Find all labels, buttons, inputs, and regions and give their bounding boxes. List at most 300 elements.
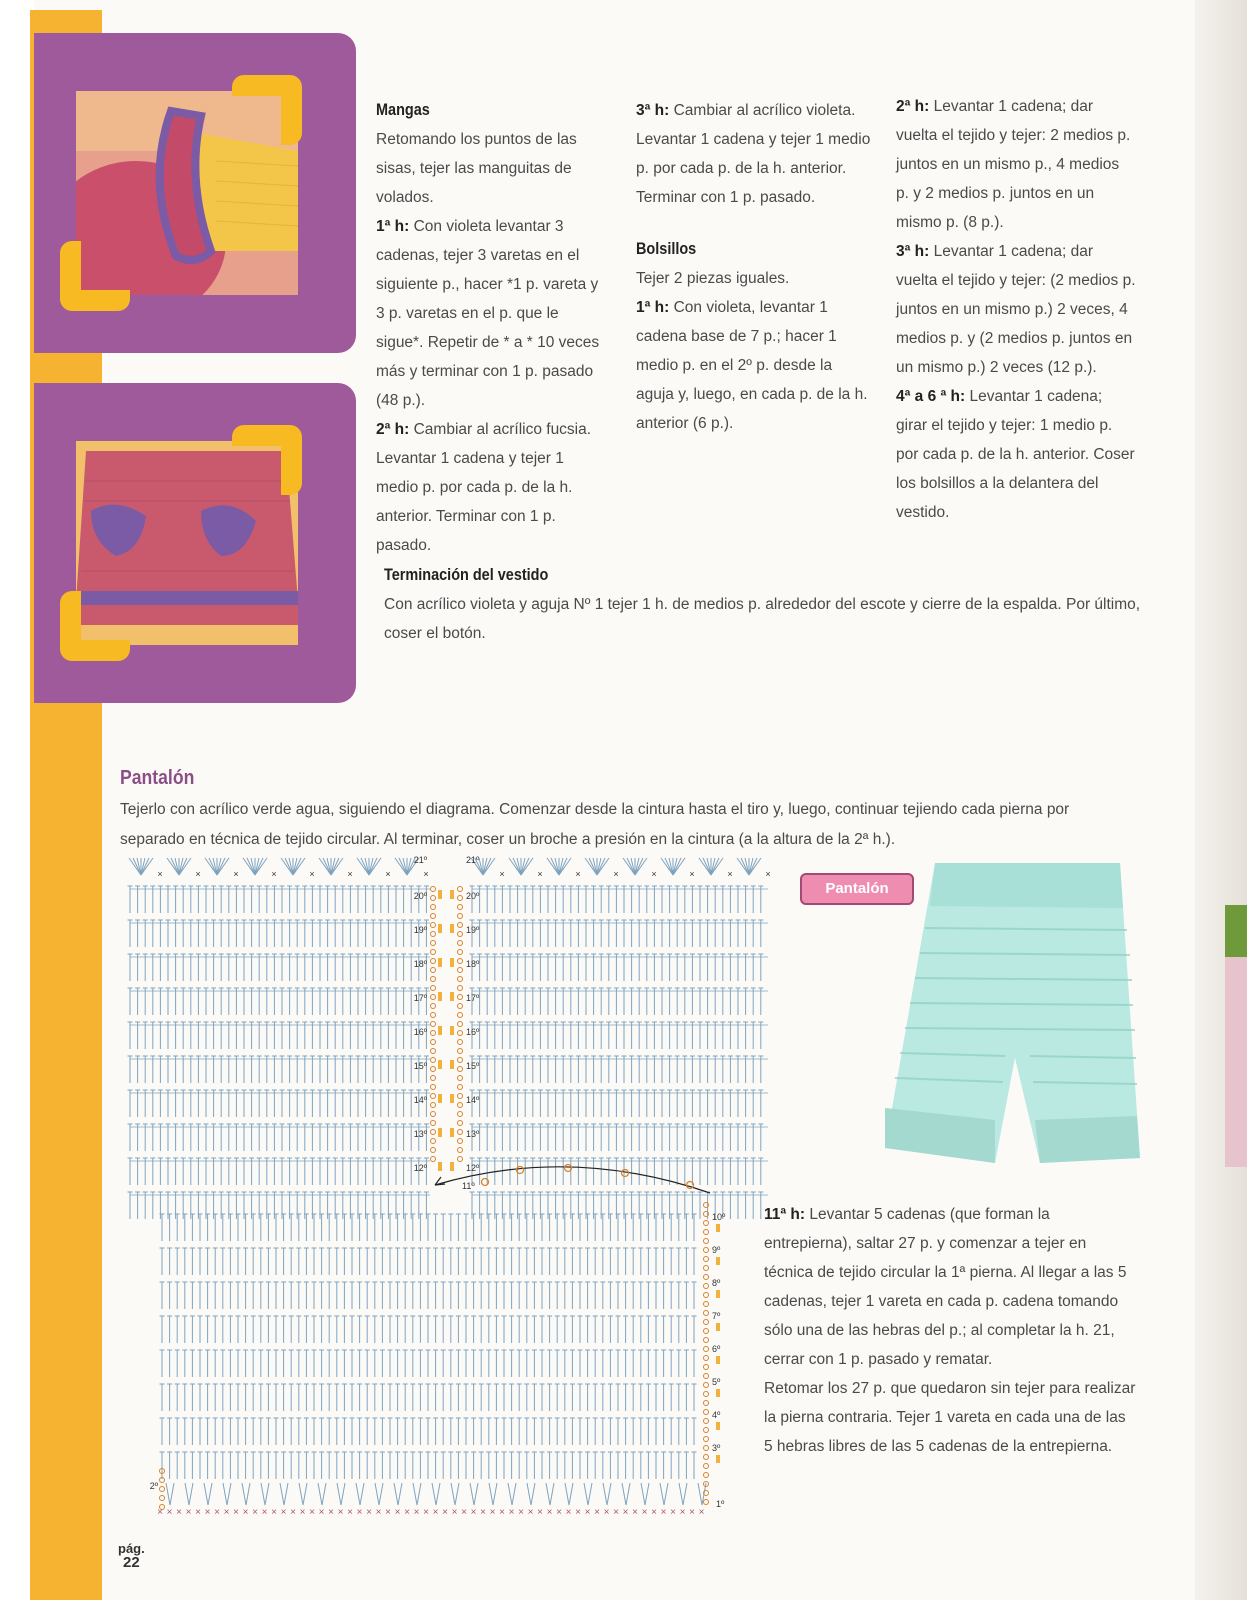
chain-base-mark: ×: [261, 1507, 268, 1518]
pantalon-title: Pantalón: [120, 767, 195, 789]
row-start-mark: [438, 924, 442, 933]
pockets-photo: [76, 441, 298, 645]
crochet-diagram: [100, 855, 800, 1555]
bolsillos-title: Bolsillos: [636, 239, 697, 258]
chain-stitch: [458, 1076, 463, 1081]
fan-stitch: [323, 858, 331, 875]
chain-stitch: [458, 1103, 463, 1108]
chain-base-mark: ×: [470, 1507, 477, 1518]
chain-stitch: [431, 914, 436, 919]
v-stitch: [204, 1483, 212, 1505]
chain-stitch: [458, 977, 463, 982]
chain-stitch: [431, 1130, 436, 1135]
row-label-left: 15º: [413, 1061, 427, 1071]
chain-base-mark: ×: [442, 1507, 448, 1518]
page-number: pág. 22: [118, 1541, 145, 1571]
chain-stitch: [458, 950, 463, 955]
row-start-mark: [438, 890, 442, 899]
chain-stitch: [431, 1049, 436, 1054]
chain-stitch: [431, 1058, 436, 1063]
v-stitch: [394, 1483, 402, 1505]
chain-base-mark: ×: [508, 1507, 515, 1518]
row-label-lower: 6º: [712, 1344, 721, 1354]
chain-stitch: [458, 887, 463, 892]
row-label-right: 17º: [466, 993, 480, 1003]
chain-base-mark: ×: [461, 1507, 467, 1518]
single-crochet-mark: ×: [385, 869, 391, 879]
fan-stitch: [703, 858, 711, 875]
v-stitch: [489, 1483, 497, 1505]
chain-stitch: [704, 1455, 709, 1460]
next-page-edge-green: [1225, 905, 1247, 957]
chain-stitch: [458, 1139, 463, 1144]
row-start-mark: [450, 1060, 454, 1069]
chain-base-mark: ×: [233, 1507, 239, 1518]
chain-base-mark: ×: [423, 1507, 429, 1518]
chain-stitch: [704, 1230, 709, 1235]
chain-stitch: [458, 1004, 463, 1009]
row-label-right: 14º: [466, 1095, 480, 1105]
row-label-left: 20º: [413, 891, 427, 901]
row-start-mark: [438, 1094, 442, 1103]
chain-stitch: [704, 1464, 709, 1469]
terminacion-text: Con acrílico violeta y aguja Nº 1 tejer 1 h. de medios p. alrededor del escote y cierre de la espalda. Por último, coser el botón.: [384, 596, 1141, 642]
row-11-text: 11ª h: Levantar 5 cadenas (que forman la entrepierna), saltar 27 p. y comenzar a tejer en técnica de tejido circular la 1ª pierna. Al llegar a las 5 cadenas, tejer 1 vareta en cada p. cadena tomando sólo una de las hebras del p.; al completar la h. 21, cerrar con 1 p. pasado y rematar.: [764, 1206, 1127, 1368]
pantalon-photo-label: Pantalón: [800, 873, 914, 905]
chain-stitch: [431, 1157, 436, 1162]
terminacion-section: [384, 560, 1144, 648]
chain-base-mark: ×: [632, 1507, 638, 1518]
v-stitch: [470, 1483, 478, 1505]
chain-stitch: [431, 968, 436, 973]
bolsillos-row-4: 4ª a 6 ª h: Levantar 1 cadena; girar el tejido y tejer: 1 medio p. por cada p. de la h. anterior. Coser los bolsillos a la delantera del vestido.: [896, 388, 1135, 521]
chain-stitch: [458, 923, 463, 928]
row-11-text-continued: Retomar los 27 p. que quedaron sin tejer para realizar la pierna contraria. Tejer 1 vareta en cada una de las 5 hebras libres de las 5 cadenas de la entrepierna.: [764, 1380, 1136, 1455]
chain-stitch: [431, 1031, 436, 1036]
chain-stitch: [458, 905, 463, 910]
column-right: [896, 92, 1136, 527]
chain-base-mark: ×: [214, 1507, 220, 1518]
fan-stitch: [171, 858, 179, 875]
column-middle: [636, 95, 872, 438]
chain-stitch: [704, 1329, 709, 1334]
chain-stitch: [704, 1302, 709, 1307]
mangas-row-1: 1ª h: Con violeta levantar 3 cadenas, tejer 3 varetas en el siguiente p., hacer *1 p. vareta y 3 p. varetas en el p. que le sigue*. Repetir de * a * 10 veces más y terminar con 1 p. pasado (48 p.).: [376, 218, 600, 409]
chain-stitch: [458, 1031, 463, 1036]
bolsillos-row-3: 3ª h: Levantar 1 cadena; dar vuelta el tejido y tejer: (2 medios p. juntos en un mismo p.) 2 veces, 4 medios p. y (2 medios p. juntos en un mismo p.) 2 veces (12 p.).: [896, 243, 1136, 376]
chain-stitch: [704, 1311, 709, 1316]
chain-stitch: [431, 941, 436, 946]
chain-stitch: [458, 959, 463, 964]
chain-base-mark: ×: [613, 1507, 619, 1518]
chain-stitch: [704, 1410, 709, 1415]
v-stitch: [356, 1483, 364, 1505]
chain-stitch: [431, 1148, 436, 1153]
chain-stitch: [431, 1094, 436, 1099]
chain-base-mark: ×: [271, 1507, 277, 1518]
fan-stitch: [399, 858, 407, 875]
v-stitch: [223, 1483, 231, 1505]
chain-stitch: [431, 1013, 436, 1018]
v-stitch: [584, 1483, 592, 1505]
row-label-right: 13º: [466, 1129, 480, 1139]
v-stitch: [337, 1483, 345, 1505]
chain-base-mark: ×: [337, 1507, 344, 1518]
chain-base-mark: ×: [328, 1507, 334, 1518]
chain-stitch: [704, 1266, 709, 1271]
chain-base-mark: ×: [451, 1507, 458, 1518]
bolsillos-row-2: 2ª h: Levantar 1 cadena; dar vuelta el tejido y tejer: 2 medios p. juntos en un mismo p., 4 medios p. y 2 medios p. juntos en un mismo p. (8 p.).: [896, 98, 1131, 231]
chain-base-mark: ×: [518, 1507, 524, 1518]
chain-base-mark: ×: [489, 1507, 496, 1518]
single-crochet-mark: ×: [651, 869, 657, 879]
single-crochet-mark: ×: [195, 869, 201, 879]
chain-base-mark: ×: [280, 1507, 287, 1518]
chain-base-mark: ×: [499, 1507, 505, 1518]
chain-base-mark: ×: [575, 1507, 581, 1518]
chain-stitch: [704, 1383, 709, 1388]
next-page-edge-pink: [1225, 957, 1247, 1167]
chain-stitch: [704, 1257, 709, 1262]
v-stitch: [679, 1483, 687, 1505]
single-crochet-mark: ×: [765, 869, 771, 879]
row-start-mark: [438, 1162, 442, 1171]
v-stitch: [280, 1483, 288, 1505]
row-label-right: 21º: [466, 855, 480, 865]
chain-base-mark: ×: [556, 1507, 562, 1518]
row-label-right: 16º: [466, 1027, 480, 1037]
photo-panel-pockets: [34, 383, 356, 703]
chain-stitch: [431, 1076, 436, 1081]
row-label-left: 17º: [413, 993, 427, 1003]
fan-stitch: [361, 858, 369, 875]
chain-base-mark: ×: [309, 1507, 315, 1518]
fan-stitch: [741, 858, 749, 875]
v-stitch: [546, 1483, 554, 1505]
chain-base-mark: ×: [546, 1507, 553, 1518]
chain-stitch: [704, 1446, 709, 1451]
chain-base-mark: ×: [651, 1507, 657, 1518]
chain-stitch: [704, 1356, 709, 1361]
v-stitch: [451, 1483, 459, 1505]
single-crochet-mark: ×: [157, 869, 163, 879]
row-label-left: 12º: [413, 1163, 427, 1173]
mangas-title: Mangas: [376, 100, 430, 119]
row-label-lower: 10º: [712, 1212, 726, 1222]
v-stitch: [375, 1483, 383, 1505]
chain-stitch: [431, 1040, 436, 1045]
chain-base-mark: ×: [527, 1507, 534, 1518]
chain-stitch: [458, 896, 463, 901]
chain-base-mark: ×: [375, 1507, 382, 1518]
chain-base-mark: ×: [689, 1507, 695, 1518]
chain-stitch: [458, 1157, 463, 1162]
single-crochet-mark: ×: [727, 869, 733, 879]
row-start-mark: [438, 992, 442, 1001]
chain-base-mark: ×: [385, 1507, 391, 1518]
chain-stitch: [431, 896, 436, 901]
chain-stitch: [458, 1085, 463, 1090]
chain-stitch: [704, 1473, 709, 1478]
single-crochet-mark: ×: [233, 869, 239, 879]
row-start-mark: [450, 958, 454, 967]
sleeve-photo: [76, 91, 298, 295]
page-edge: [1195, 0, 1247, 1600]
chain-base-mark: ×: [537, 1507, 543, 1518]
row-start-mark: [716, 1224, 720, 1232]
mangas-row-2: 2ª h: Cambiar al acrílico fucsia. Levantar 1 cadena y tejer 1 medio p. por cada p. de la h. anterior. Terminar con 1 p. pasado.: [376, 421, 592, 554]
v-stitch: [242, 1483, 250, 1505]
chain-base-mark: ×: [252, 1507, 258, 1518]
chain-stitch: [431, 986, 436, 991]
row-start-mark: [716, 1257, 720, 1265]
v-stitch: [261, 1483, 269, 1505]
row-11-instructions: [764, 1200, 1136, 1461]
row-label-right: 18º: [466, 959, 480, 969]
v-stitch: [641, 1483, 649, 1505]
row-label-left: 16º: [413, 1027, 427, 1037]
chain-stitch: [458, 1148, 463, 1153]
chain-stitch: [458, 1022, 463, 1027]
v-stitch: [660, 1483, 668, 1505]
row-start-mark: [438, 1128, 442, 1137]
chain-stitch: [704, 1500, 709, 1505]
row-start-mark: [450, 924, 454, 933]
single-crochet-mark: ×: [499, 869, 505, 879]
chain-stitch: [704, 1248, 709, 1253]
chain-stitch: [458, 1121, 463, 1126]
chain-base-mark: ×: [565, 1507, 572, 1518]
row-start-mark: [450, 1094, 454, 1103]
row-start-mark: [716, 1389, 720, 1397]
chain-base-mark: ×: [594, 1507, 600, 1518]
fan-stitch: [551, 858, 559, 875]
chain-stitch: [458, 1058, 463, 1063]
row-label-lower: 5º: [712, 1377, 721, 1387]
chain-stitch: [704, 1293, 709, 1298]
chain-stitch: [160, 1487, 165, 1492]
chain-base-mark: ×: [413, 1507, 420, 1518]
chain-stitch: [622, 1170, 629, 1177]
chain-stitch: [160, 1496, 165, 1501]
chain-base-mark: ×: [185, 1507, 192, 1518]
v-stitch: [413, 1483, 421, 1505]
chain-stitch: [704, 1392, 709, 1397]
chain-base-mark: ×: [432, 1507, 439, 1518]
row-start-mark: [716, 1323, 720, 1331]
row-start-mark: [716, 1356, 720, 1364]
single-crochet-mark: ×: [613, 869, 619, 879]
chain-stitch: [458, 1094, 463, 1099]
row-label-right: 19º: [466, 925, 480, 935]
v-stitch: [527, 1483, 535, 1505]
row-start-mark: [450, 1026, 454, 1035]
chain-stitch: [431, 1067, 436, 1072]
v-stitch: [565, 1483, 573, 1505]
chain-stitch: [431, 950, 436, 955]
chain-base-mark: ×: [157, 1507, 163, 1518]
chain-stitch: [458, 1049, 463, 1054]
v-stitch: [432, 1483, 440, 1505]
row-start-mark: [716, 1422, 720, 1430]
chain-stitch: [431, 1121, 436, 1126]
chain-stitch: [431, 977, 436, 982]
v-stitch: [185, 1483, 193, 1505]
fan-stitch: [627, 858, 635, 875]
row-start-mark: [450, 1162, 454, 1171]
chain-stitch: [704, 1365, 709, 1370]
single-crochet-mark: ×: [575, 869, 581, 879]
chain-stitch: [458, 914, 463, 919]
fan-stitch: [589, 858, 597, 875]
row-start-mark: [716, 1455, 720, 1463]
chain-base-mark: ×: [290, 1507, 296, 1518]
chain-stitch: [704, 1437, 709, 1442]
chain-base-mark: ×: [584, 1507, 591, 1518]
v-stitch: [508, 1483, 516, 1505]
chain-stitch: [431, 1022, 436, 1027]
pantalon-text: Tejerlo con acrílico verde agua, siguiendo el diagrama. Comenzar desde la cintura hasta el tiro y, luego, continuar tejiendo cada pierna por separado en técnica de tejido circular. Al terminar, coser un broche a presión en la cintura (a la altura de la 2ª h.).: [120, 801, 1070, 848]
row-label-lower: 9º: [712, 1245, 721, 1255]
chain-stitch: [431, 1112, 436, 1117]
row-label-1: 1º: [716, 1499, 725, 1509]
photo-panel-sleeve: [34, 33, 356, 353]
chain-stitch: [458, 1040, 463, 1045]
chain-stitch: [431, 995, 436, 1000]
chain-stitch: [704, 1347, 709, 1352]
fan-stitch: [209, 858, 217, 875]
chain-stitch: [458, 1112, 463, 1117]
row-start-mark: [438, 958, 442, 967]
chain-base-mark: ×: [679, 1507, 686, 1518]
single-crochet-mark: ×: [347, 869, 353, 879]
chain-stitch: [458, 932, 463, 937]
chain-stitch: [458, 968, 463, 973]
fan-stitch: [513, 858, 521, 875]
chain-stitch: [704, 1275, 709, 1280]
chain-base-mark: ×: [622, 1507, 629, 1518]
chain-stitch: [458, 995, 463, 1000]
terminacion-title: Terminación del vestido: [384, 565, 549, 584]
chain-base-mark: ×: [195, 1507, 201, 1518]
chain-base-mark: ×: [480, 1507, 486, 1518]
chain-stitch: [704, 1221, 709, 1226]
chain-base-mark: ×: [698, 1507, 705, 1518]
chain-base-mark: ×: [176, 1507, 182, 1518]
chain-stitch: [431, 959, 436, 964]
chain-base-mark: ×: [223, 1507, 230, 1518]
row-label-left: 19º: [413, 925, 427, 935]
chain-base-mark: ×: [318, 1507, 325, 1518]
chain-stitch: [458, 941, 463, 946]
row-label-left: 13º: [413, 1129, 427, 1139]
chain-stitch: [431, 905, 436, 910]
chain-stitch: [431, 1139, 436, 1144]
row-label-left: 18º: [413, 959, 427, 969]
chain-stitch: [458, 986, 463, 991]
fan-stitch: [247, 858, 255, 875]
single-crochet-mark: ×: [271, 869, 277, 879]
row-label-left: 21º: [413, 855, 427, 865]
binding-gutter: [0, 0, 34, 1600]
chain-stitch: [458, 1067, 463, 1072]
chain-base-mark: ×: [356, 1507, 363, 1518]
mangas-intro: Retomando los puntos de las sisas, tejer las manguitas de volados.: [376, 131, 577, 206]
row-label-lower: 4º: [712, 1410, 721, 1420]
chain-stitch: [704, 1338, 709, 1343]
chain-base-mark: ×: [366, 1507, 372, 1518]
chain-stitch: [431, 932, 436, 937]
shorts-photo: [865, 858, 1155, 1168]
chain-base-mark: ×: [347, 1507, 353, 1518]
chain-base-mark: ×: [166, 1507, 173, 1518]
fan-stitch: [665, 858, 673, 875]
row-label-11: 11º: [462, 1181, 475, 1191]
chain-stitch: [704, 1419, 709, 1424]
chain-stitch: [704, 1239, 709, 1244]
v-stitch: [299, 1483, 307, 1505]
row-label-left: 14º: [413, 1095, 427, 1105]
single-crochet-mark: ×: [423, 869, 429, 879]
chain-stitch: [431, 1085, 436, 1090]
chain-base-mark: ×: [242, 1507, 249, 1518]
fan-stitch: [285, 858, 293, 875]
chain-stitch: [431, 1004, 436, 1009]
chain-base-mark: ×: [394, 1507, 401, 1518]
row-label-lower: 3º: [712, 1443, 721, 1453]
fan-stitch: [133, 858, 141, 875]
row-label-right: 15º: [466, 1061, 480, 1071]
column-mangas: [376, 95, 608, 560]
chain-stitch: [431, 1103, 436, 1108]
row-label-2: 2º: [149, 1481, 158, 1491]
chain-stitch: [704, 1320, 709, 1325]
v-stitch: [603, 1483, 611, 1505]
chain-stitch: [704, 1428, 709, 1433]
v-stitch: [318, 1483, 326, 1505]
chain-stitch: [704, 1374, 709, 1379]
bolsillos-intro: Tejer 2 piezas iguales.: [636, 270, 790, 287]
v-stitch: [622, 1483, 630, 1505]
row-start-mark: [438, 1060, 442, 1069]
chain-base-mark: ×: [404, 1507, 410, 1518]
row-start-mark: [716, 1290, 720, 1298]
row-label-lower: 7º: [712, 1311, 721, 1321]
chain-base-mark: ×: [603, 1507, 610, 1518]
row-label-right: 20º: [466, 891, 480, 901]
chain-stitch: [704, 1284, 709, 1289]
chain-base-mark: ×: [641, 1507, 648, 1518]
v-stitch: [166, 1483, 174, 1505]
row-start-mark: [450, 890, 454, 899]
single-crochet-mark: ×: [309, 869, 315, 879]
mangas-row-3: 3ª h: Cambiar al acrílico violeta. Levantar 1 cadena y tejer 1 medio p. por cada p. de la h. anterior. Terminar con 1 p. pasado.: [636, 102, 871, 206]
single-crochet-mark: ×: [689, 869, 695, 879]
row-label-lower: 8º: [712, 1278, 721, 1288]
bolsillos-row-1: 1ª h: Con violeta, levantar 1 cadena base de 7 p.; hacer 1 medio p. en el 2º p. desde la aguja y, luego, en cada p. de la h. anterior (6 p.).: [636, 299, 868, 432]
chain-stitch: [458, 1013, 463, 1018]
chain-stitch: [431, 923, 436, 928]
row-start-mark: [450, 992, 454, 1001]
chain-base-mark: ×: [299, 1507, 306, 1518]
chain-base-mark: ×: [660, 1507, 667, 1518]
row-start-mark: [438, 1026, 442, 1035]
chain-stitch: [431, 887, 436, 892]
single-crochet-mark: ×: [537, 869, 543, 879]
chain-stitch: [458, 1130, 463, 1135]
row-label-right: 12º: [466, 1163, 480, 1173]
chain-stitch: [704, 1401, 709, 1406]
